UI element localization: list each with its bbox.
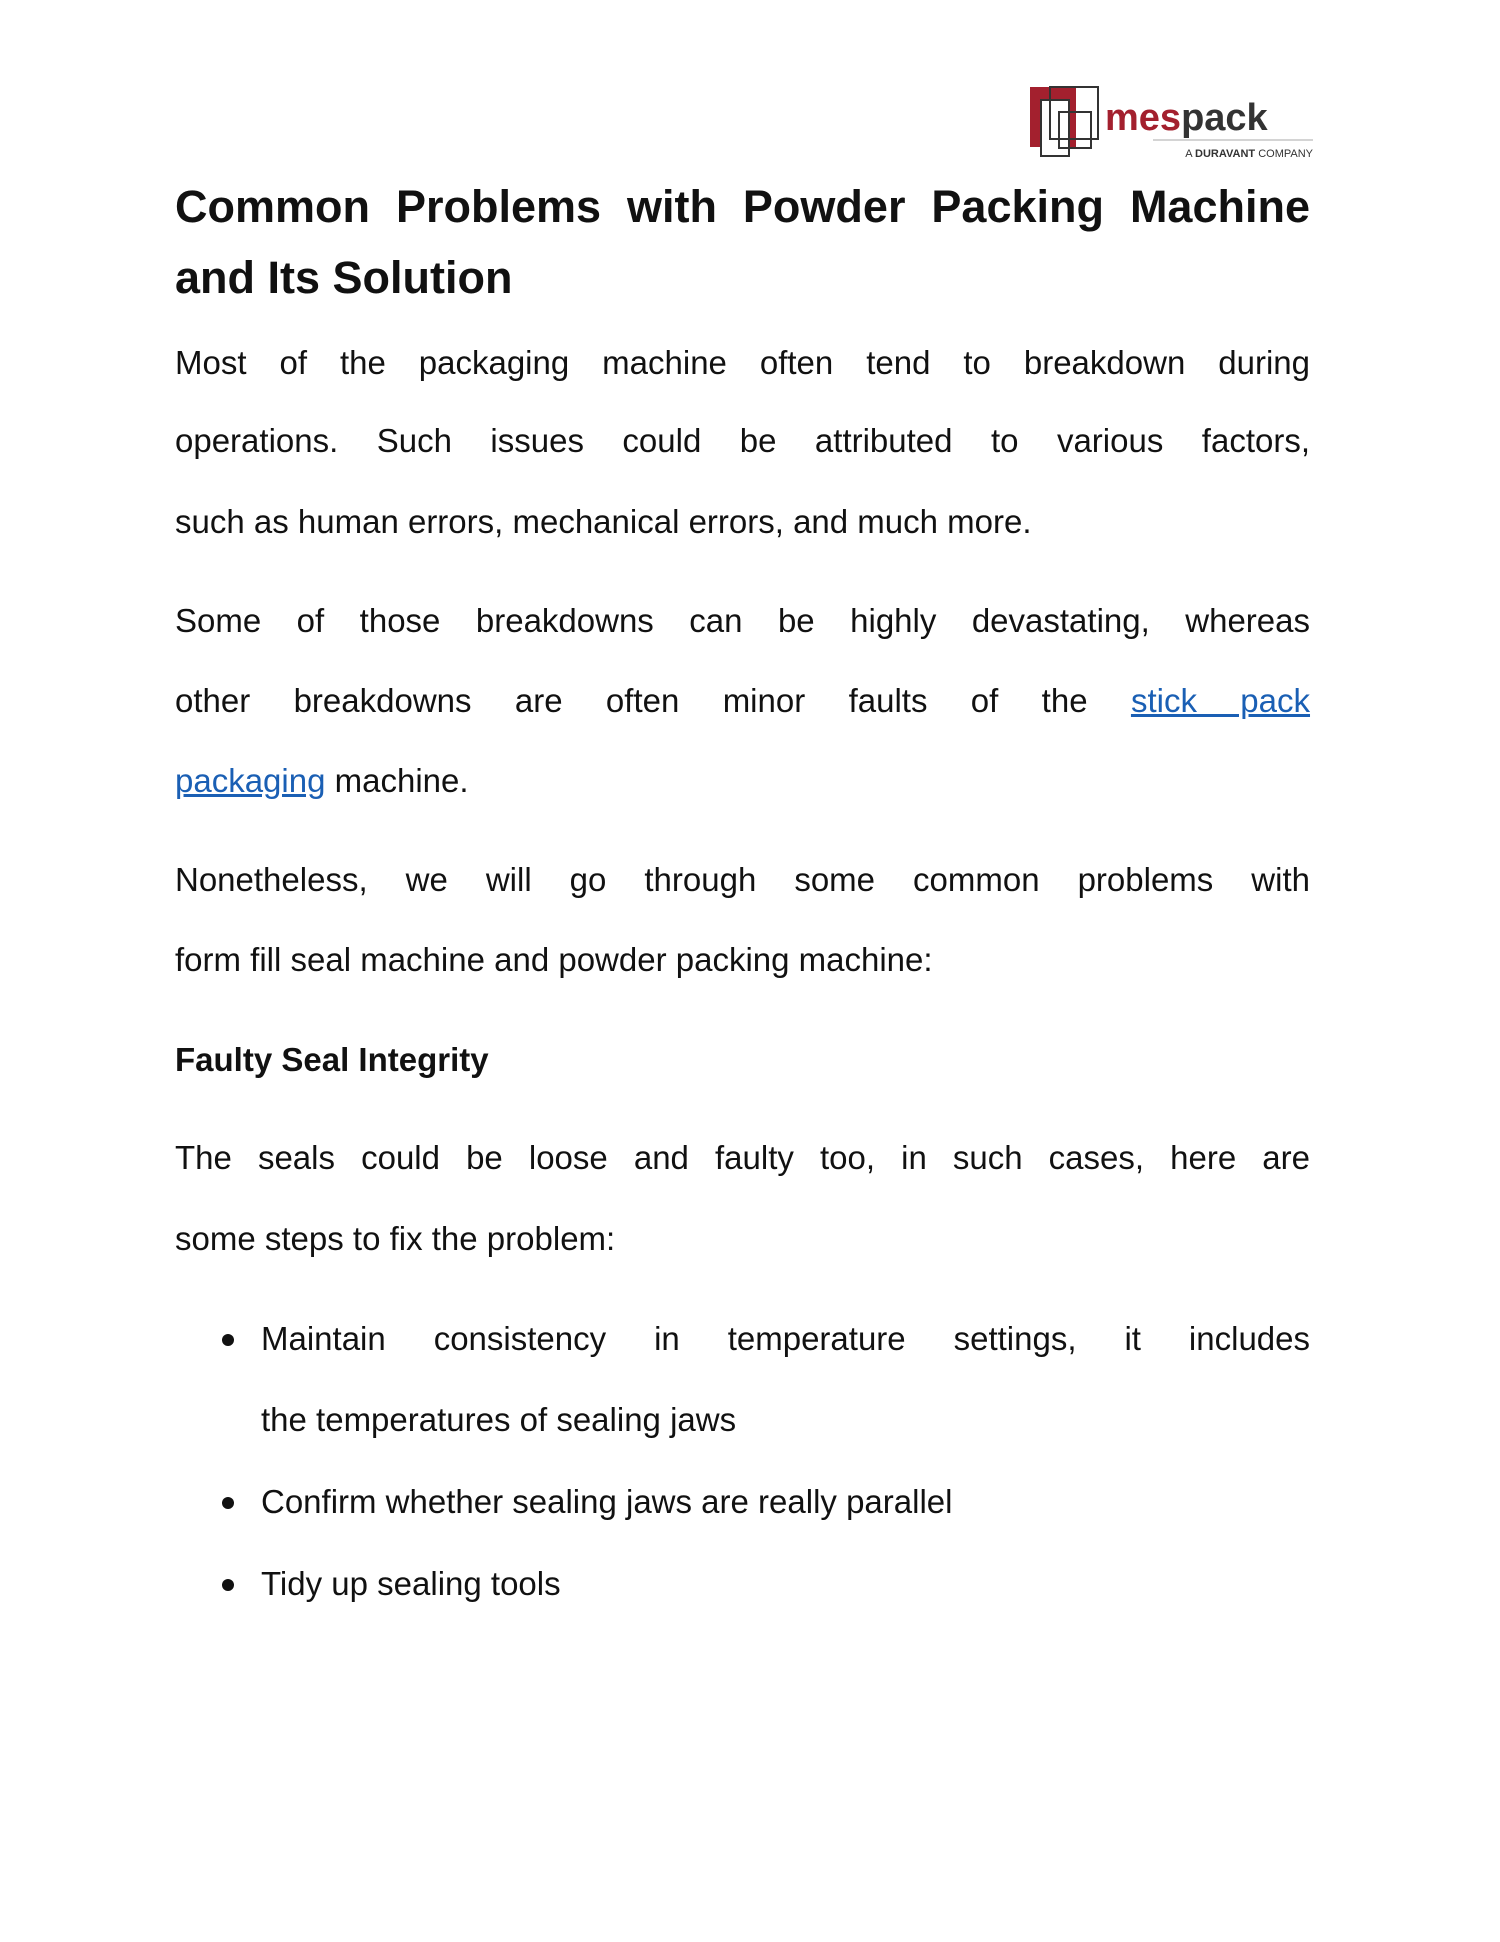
- paragraph-2-text: other breakdowns are often minor faults of the: [175, 682, 1088, 719]
- paragraph-4-line: The seals could be loose and faulty too, in such cases, here are: [175, 1139, 1310, 1176]
- page-title: Common Problems with Powder Packing Machine: [175, 181, 1310, 232]
- mespack-logo: [1025, 82, 1315, 164]
- packaging-link[interactable]: packaging: [175, 762, 326, 799]
- paragraph-1-line: such as human errors, mechanical errors, and much more.: [175, 503, 1032, 540]
- section-heading: Faulty Seal Integrity: [175, 1041, 489, 1078]
- paragraph-2-line: [175, 679, 1310, 723]
- bullet-item: Maintain consistency in temperature settings, it includes: [261, 1320, 1310, 1357]
- bullet-item: Tidy up sealing tools: [261, 1565, 561, 1602]
- svg-text:A DURAVANT COMPANY: A DURAVANT COMPANY: [1185, 148, 1313, 160]
- page-title-line2: and Its Solution: [175, 252, 513, 303]
- bullet-item: Confirm whether sealing jaws are really parallel: [261, 1483, 953, 1520]
- paragraph-1-line: operations. Such issues could be attributed to various factors,: [175, 422, 1310, 459]
- svg-text:mespack: mespack: [1105, 97, 1268, 139]
- paragraph-3-line: form fill seal machine and powder packing machine:: [175, 941, 933, 978]
- paragraph-2-line: Some of those breakdowns can be highly devastating, whereas: [175, 602, 1310, 639]
- paragraph-1-line: Most of the packaging machine often tend to breakdown during: [175, 344, 1310, 381]
- stick-pack-link[interactable]: stick pack: [1130, 682, 1311, 719]
- bullet-icon: [222, 1579, 234, 1591]
- bullet-icon: [222, 1497, 234, 1509]
- paragraph-2-text: machine.: [325, 762, 469, 799]
- logo-mark-icon: [1025, 82, 1315, 164]
- paragraph-3-line: Nonetheless, we will go through some common problems with: [175, 861, 1310, 898]
- bullet-icon: [222, 1334, 234, 1346]
- paragraph-4-line: some steps to fix the problem:: [175, 1220, 616, 1257]
- paragraph-2-line: [175, 759, 1310, 803]
- bullet-item-continued: the temperatures of sealing jaws: [261, 1401, 737, 1438]
